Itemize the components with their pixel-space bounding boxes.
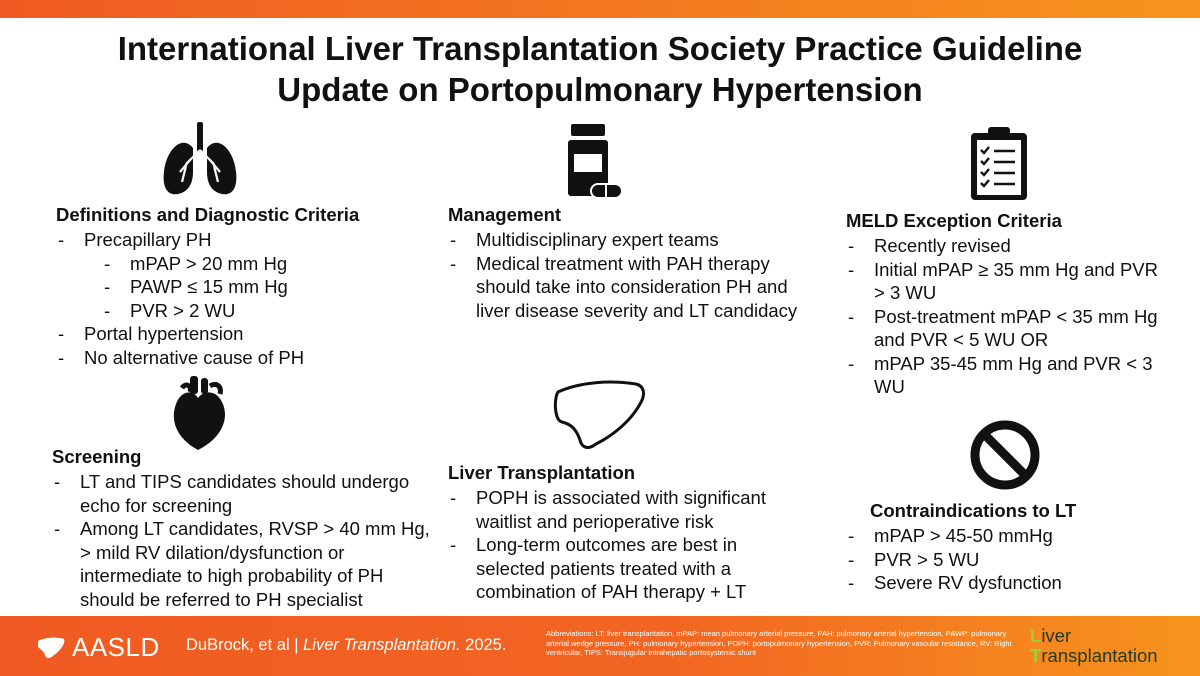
- meld-heading: MELD Exception Criteria: [846, 210, 1062, 231]
- title-line-1: International Liver Transplantation Society Practice Guideline: [117, 30, 1083, 67]
- list-item: - mPAP 35-45 mm Hg and PVR < 3 WU: [846, 352, 1166, 399]
- management-list: [448, 228, 798, 322]
- contraindications-list: [846, 524, 1166, 595]
- aasld-logo[interactable]: [36, 632, 160, 663]
- liver-icon: [552, 378, 648, 452]
- citation-year: 2025.: [465, 636, 507, 654]
- list-item: - POPH is associated with significant waitlist and perioperative risk: [448, 486, 788, 533]
- list-item: - PVR > 2 WU: [56, 299, 396, 323]
- list-item: - Multidisciplinary expert teams: [448, 228, 798, 252]
- contraindications-heading: Contraindications to LT: [870, 500, 1077, 521]
- list-item: - mPAP > 45-50 mmHg: [846, 524, 1166, 548]
- footer: [0, 616, 1200, 676]
- journal-logo-l: L: [1030, 625, 1042, 646]
- lungs-icon: [160, 122, 240, 198]
- list-item: - LT and TIPS candidates should undergo echo for screening: [52, 470, 432, 517]
- list-item: - Post-treatment mPAP < 35 mm Hg and PVR < 5 WU OR: [846, 305, 1166, 352]
- list-item: - mPAP > 20 mm Hg: [56, 252, 396, 276]
- list-item: - Severe RV dysfunction: [846, 571, 1166, 595]
- definitions-heading: Definitions and Diagnostic Criteria: [56, 204, 360, 225]
- management-heading: Management: [448, 204, 562, 225]
- citation-authors: DuBrock, et al: [186, 636, 290, 654]
- page-title: [0, 28, 1200, 110]
- list-item: - Recently revised: [846, 234, 1166, 258]
- list-item: - Initial mPAP ≥ 35 mm Hg and PVR > 3 WU: [846, 258, 1166, 305]
- journal-logo-iver: iver: [1041, 625, 1072, 646]
- journal-logo-t: T: [1030, 645, 1042, 666]
- title-line-2: Update on Portopulmonary Hypertension: [277, 71, 923, 108]
- screening-list: [52, 470, 432, 611]
- list-item: - PVR > 5 WU: [846, 548, 1166, 572]
- liver-transplantation-list: [448, 486, 788, 604]
- liver-transplantation-heading: Liver Transplantation: [448, 462, 636, 483]
- heart-icon: [168, 376, 230, 452]
- list-item: - No alternative cause of PH: [56, 346, 396, 370]
- clipboard-checklist-icon: [968, 126, 1030, 202]
- citation-separator: |: [294, 636, 299, 654]
- screening-heading: Screening: [52, 446, 142, 467]
- list-item: - Among LT candidates, RVSP > 40 mm Hg, > mild RV dilation/dysfunction or intermediate to high probability of PH should be referred to PH specialist: [52, 517, 432, 611]
- aasld-logo-text: AASLD: [72, 632, 160, 662]
- list-item: - Precapillary PH: [56, 228, 396, 252]
- citation-journal[interactable]: Liver Transplantation.: [303, 636, 461, 654]
- journal-logo[interactable]: [1030, 626, 1158, 666]
- top-accent-bar: [0, 0, 1200, 18]
- list-item: - Portal hypertension: [56, 322, 396, 346]
- citation: [186, 636, 506, 655]
- prohibited-icon: [968, 418, 1042, 492]
- journal-logo-ransplantation: ransplantation: [1041, 645, 1158, 666]
- aasld-liver-icon: [36, 635, 66, 661]
- meld-list: [846, 234, 1166, 399]
- medicine-bottle-icon: [566, 124, 624, 202]
- list-item: - Medical treatment with PAH therapy should take into consideration PH and liver disease severity and LT candidacy: [448, 252, 798, 323]
- definitions-list: [56, 228, 396, 369]
- list-item: - PAWP ≤ 15 mm Hg: [56, 275, 396, 299]
- list-item: - Long-term outcomes are best in selected patients treated with a combination of PAH therapy + LT: [448, 533, 788, 604]
- abbreviations: Abbreviations: LT: liver transplantation, mPAP: mean pulmonary arterial pressure, PAH: pulmonary arterial hypertension, PAWP: pulmonary arterial wedge pressure, PH: pulmonary hypertension, POPH: portopulmonary hypertension, PVR: Pulmonary vascular resistance, RV: Right ventricular, TIPS: Transjugular intrahepatic portosystemic shunt: [546, 629, 1012, 658]
